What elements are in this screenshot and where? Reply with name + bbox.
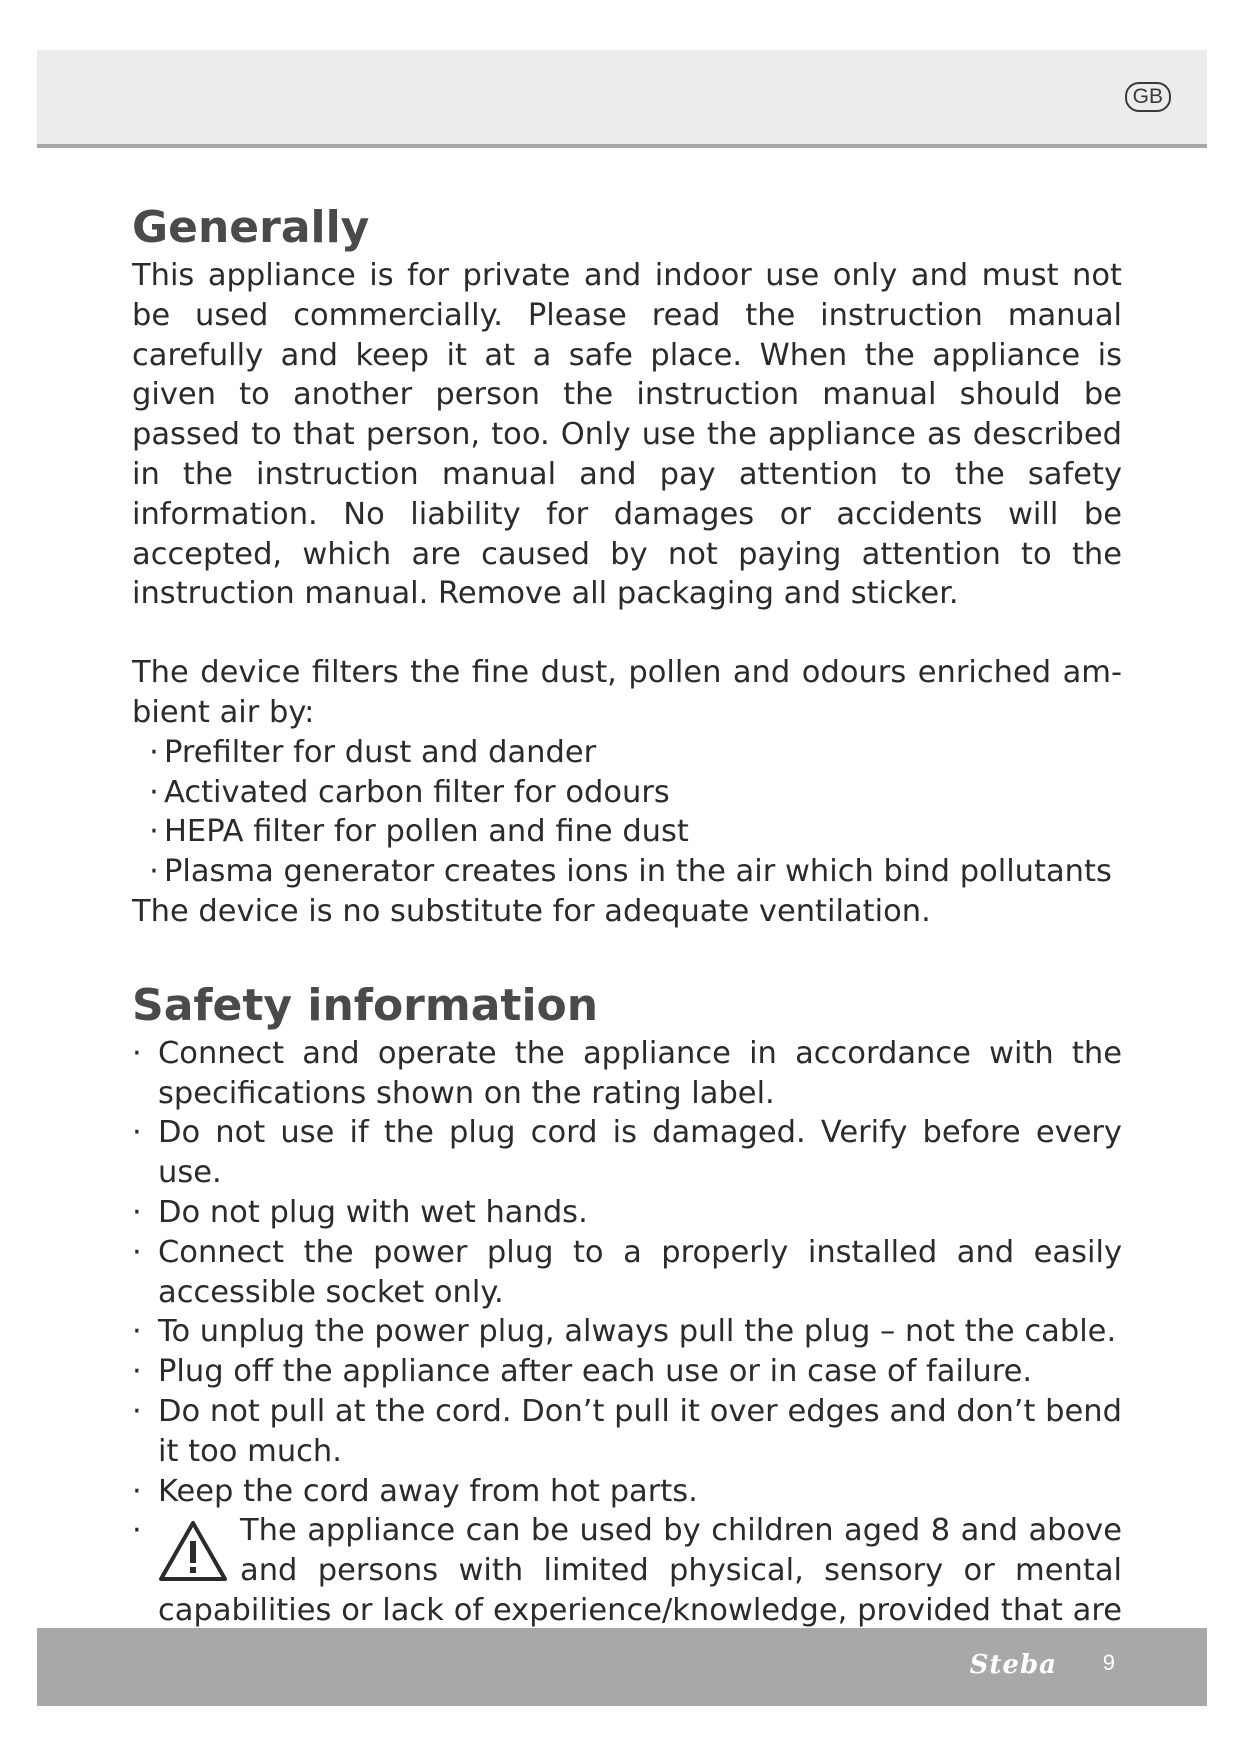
safety-heading: Safety information: [132, 979, 599, 1031]
brand-logo: Steba: [969, 1650, 1057, 1680]
footer-band: [37, 1628, 1207, 1706]
header-band: [37, 50, 1207, 148]
warning-item: · The appliance can be used by children aged 8 and above and persons with limited physical, sensory or mental capabilities or lack of experience/knowledge, provided that are: [132, 1511, 1122, 1670]
list-item: · Connect and operate the appliance in accordance with the specifications shown on the rating label.: [132, 1035, 1122, 1111]
warning-triangle-icon: [158, 1519, 228, 1583]
safety-section: [132, 978, 1122, 1671]
list-item: · Keep the cord away from hot parts.: [132, 1473, 698, 1509]
ventilation-note: The device is no substitute for adequate ventilation.: [132, 893, 931, 929]
list-item: · Do not plug with wet hands.: [132, 1194, 588, 1230]
generally-section: [132, 200, 1122, 932]
page-content: [132, 200, 1122, 1671]
list-item: · Do not use if the plug cord is damaged. Verify before every use.: [132, 1115, 1122, 1191]
list-item: · Plasma generator creates ions in the air which bind pollutants: [149, 854, 1112, 890]
safety-list: [132, 1034, 1122, 1671]
filter-list: [132, 733, 1122, 892]
list-item: · Connect the power plug to a properly installed and easily accessible socket only.: [132, 1234, 1122, 1310]
generally-paragraph: This appliance is for private and indoor use only and must not be used commercially. Please read the instruction manual carefully and keep it at a safe place. When the appliance is given to another person the instruction manual should be passed to that person, too. Only use the appliance as described in the instruction manual and pay attention to the safety information. No liability for damages or accidents will be accepted, which are caused by not paying attention to the instruction manual. Remove all packaging and sticker.: [132, 258, 1122, 612]
list-item: · To unplug the power plug, always pull the plug – not the cable.: [132, 1314, 1117, 1350]
list-item: · Do not pull at the cord. Don’t pull it over edges and don’t bend it too much.: [132, 1393, 1122, 1469]
generally-heading: Generally: [132, 202, 370, 253]
list-item: · HEPA filter for pollen and fine dust: [149, 814, 689, 850]
list-item: · Plug off the appliance after each use or in case of failure.: [132, 1354, 1033, 1390]
warning-text: The appliance can be used by children aged 8 and above and persons with limited physical, sensory or mental capabilities or lack of experience/knowledge, provided that are: [158, 1513, 1122, 1628]
filters-intro: The device filters the fine dust, pollen and odours enriched ambient air by:: [132, 655, 1122, 730]
language-badge: GB: [1125, 82, 1171, 112]
list-item: · Prefilter for dust and dander: [149, 734, 597, 770]
list-item: · Activated carbon filter for odours: [149, 774, 670, 810]
page-number: 9: [1102, 1650, 1115, 1675]
